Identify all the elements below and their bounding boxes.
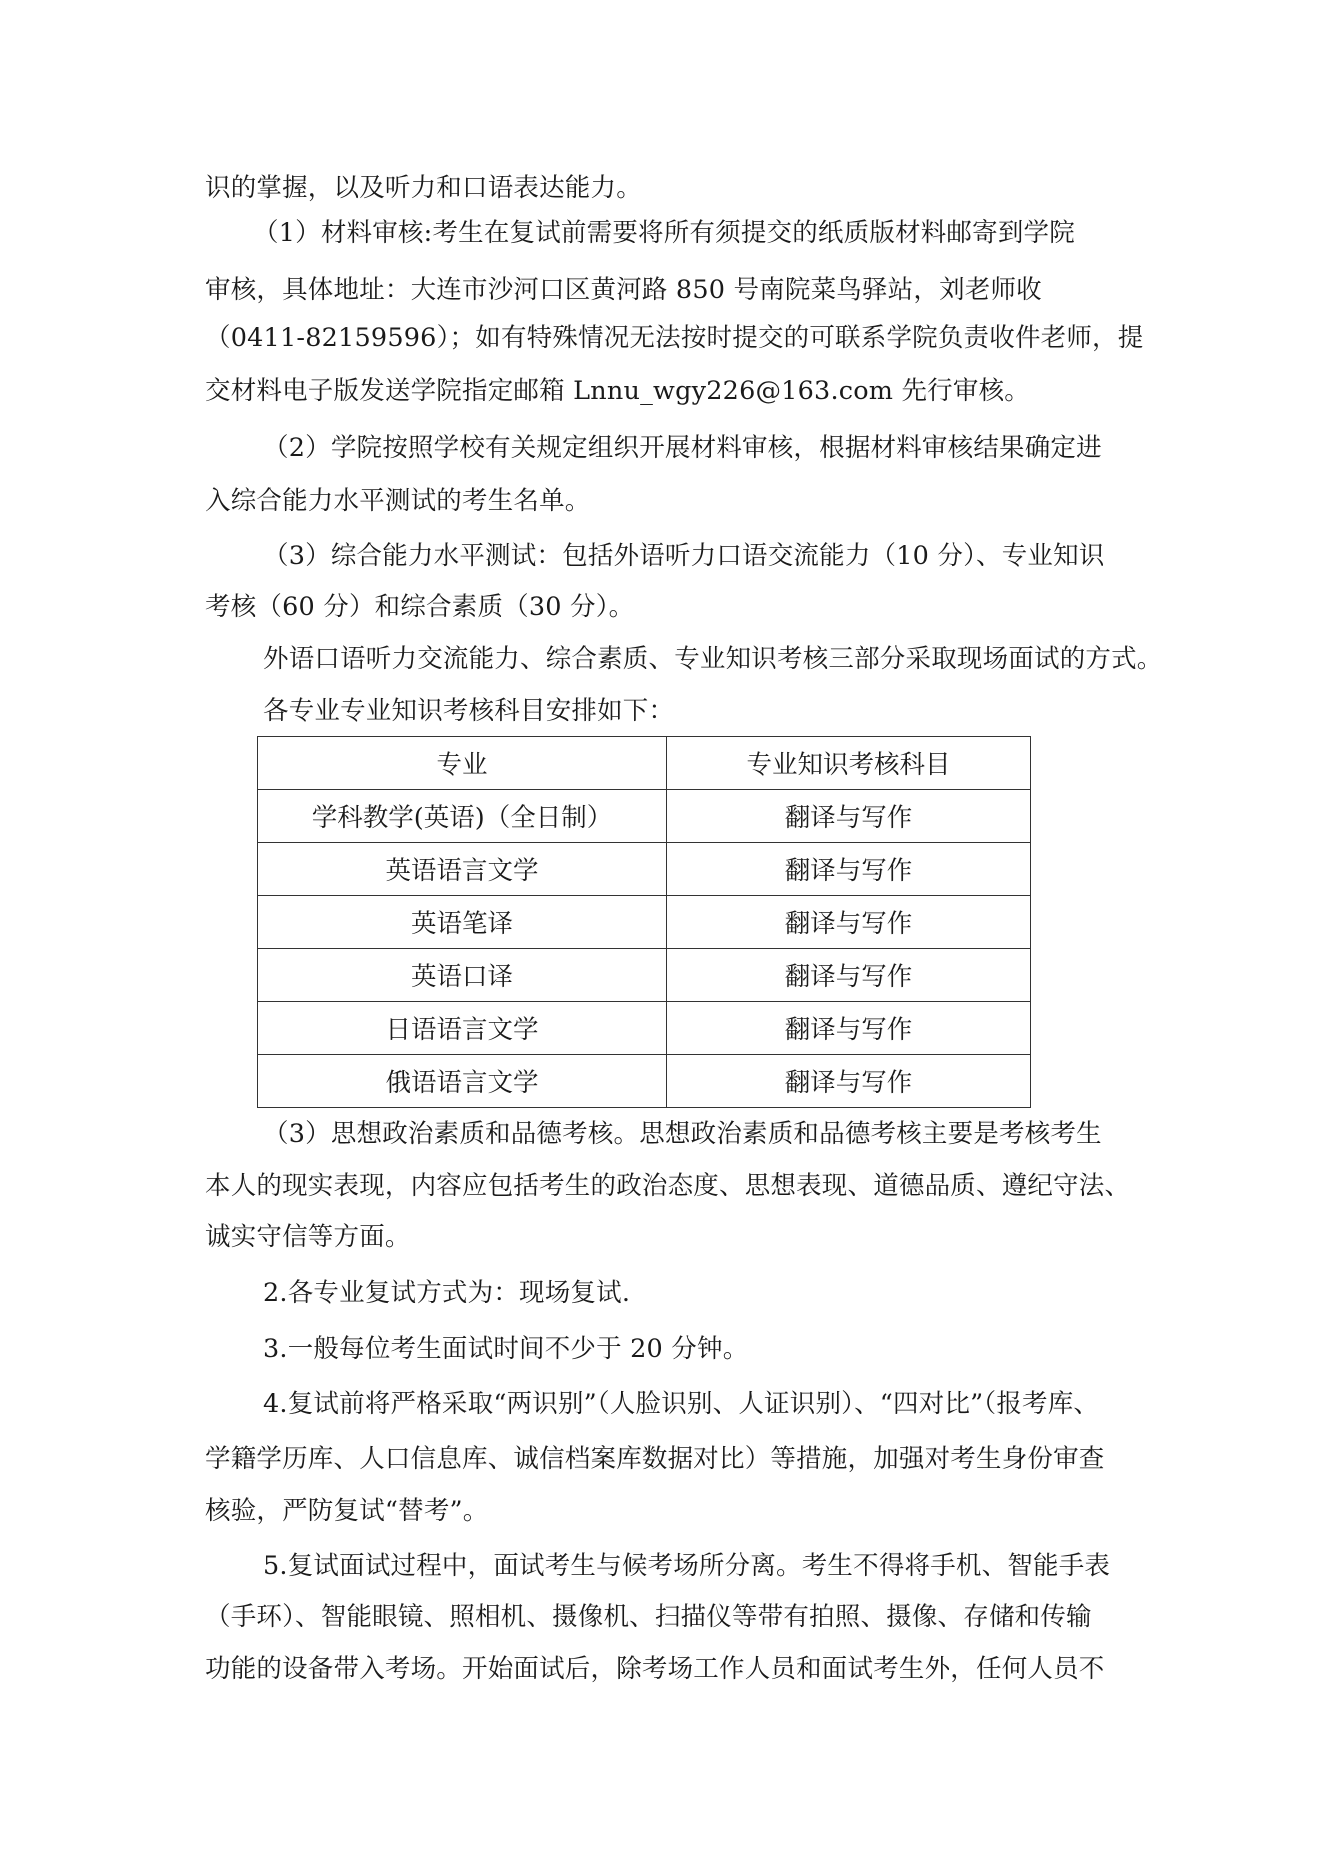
paragraph-line: 外语口语听力交流能力、综合素质、专业知识考核三部分采取现场面试的方式。 (263, 644, 1163, 674)
subject-cell: 翻译与写作 (667, 790, 1031, 843)
paragraph-line: 各专业专业知识考核科目安排如下： (263, 696, 675, 726)
subject-cell: 翻译与写作 (667, 1002, 1031, 1055)
major-cell: 英语口译 (258, 949, 667, 1002)
paragraph-line: 功能的设备带入考场。开始面试后，除考场工作人员和面试考生外，任何人员不 (205, 1654, 1105, 1684)
table-row (258, 1055, 1031, 1108)
paragraph-line: 本人的现实表现，内容应包括考生的政治态度、思想表现、道德品质、遵纪守法、 (205, 1171, 1131, 1201)
table-row (258, 790, 1031, 843)
paragraph-line: 4.复试前将严格采取“两识别”（人脸识别、人证识别）、“四对比”（报考库、 (263, 1389, 1100, 1419)
paragraph-line: 学籍学历库、人口信息库、诚信档案库数据对比）等措施，加强对考生身份审查 (205, 1444, 1105, 1474)
paragraph-line: 入综合能力水平测试的考生名单。 (205, 486, 591, 516)
major-cell: 学科教学(英语)（全日制） (258, 790, 667, 843)
paragraph-line: 5.复试面试过程中，面试考生与候考场所分离。考生不得将手机、智能手表 (263, 1551, 1111, 1581)
paragraph-line: （手环）、智能眼镜、照相机、摄像机、扫描仪等带有拍照、摄像、存储和传输 (205, 1602, 1092, 1632)
paragraph-line: 诚实守信等方面。 (205, 1222, 411, 1252)
subject-cell: 翻译与写作 (667, 949, 1031, 1002)
table-row (258, 896, 1031, 949)
paragraph-line: （1）材料审核:考生在复试前需要将所有须提交的纸质版材料邮寄到学院 (253, 218, 1075, 248)
paragraph-line: （3）思想政治素质和品德考核。思想政治素质和品德考核主要是考核考生 (263, 1119, 1102, 1149)
paragraph-line: 交材料电子版发送学院指定邮箱 Lnnu_wgy226@163.com 先行审核。 (205, 376, 1030, 406)
table-row (258, 1002, 1031, 1055)
subjects-table (257, 736, 1031, 1108)
paragraph-line: （0411-82159596）；如有特殊情况无法按时提交的可联系学院负责收件老师，提 (205, 323, 1144, 353)
subject-cell: 翻译与写作 (667, 1055, 1031, 1108)
paragraph-line: 3.一般每位考生面试时间不少于 20 分钟。 (263, 1334, 749, 1364)
table-header-row (258, 737, 1031, 790)
paragraph-line: （3）综合能力水平测试：包括外语听力口语交流能力（10 分）、专业知识 (263, 541, 1105, 571)
major-cell: 俄语语言文学 (258, 1055, 667, 1108)
subject-cell: 翻译与写作 (667, 896, 1031, 949)
major-cell: 英语语言文学 (258, 843, 667, 896)
subject-cell: 翻译与写作 (667, 843, 1031, 896)
major-cell: 英语笔译 (258, 896, 667, 949)
paragraph-line: 核验，严防复试“替考”。 (205, 1496, 489, 1526)
table-row (258, 949, 1031, 1002)
paragraph-line: 2.各专业复试方式为：现场复试. (263, 1278, 631, 1308)
paragraph-line: （2）学院按照学校有关规定组织开展材料审核，根据材料审核结果确定进 (263, 433, 1102, 463)
column-header-major: 专业 (258, 737, 667, 790)
paragraph-line: 审核，具体地址：大连市沙河口区黄河路 850 号南院菜鸟驿站，刘老师收 (205, 275, 1042, 305)
major-cell: 日语语言文学 (258, 1002, 667, 1055)
paragraph-line: 考核（60 分）和综合素质（30 分）。 (205, 592, 635, 622)
paragraph-line: 识的掌握，以及听力和口语表达能力。 (205, 173, 642, 203)
table-row (258, 843, 1031, 896)
column-header-subject: 专业知识考核科目 (667, 737, 1031, 790)
